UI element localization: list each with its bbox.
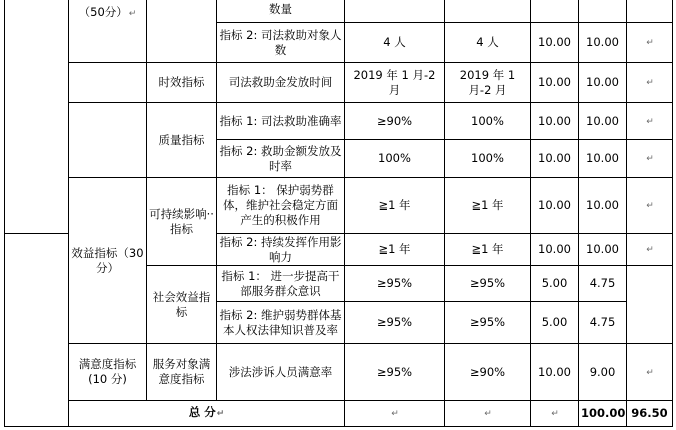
actual-value: 100% [471,151,504,165]
blank-cell [69,103,147,178]
target-cell [345,0,445,23]
total-weight: 100.00 [581,406,626,420]
category-cell-satisfaction [69,344,147,401]
total-score: 96.50 [631,406,668,420]
indicator-label-cell [217,103,345,140]
indicator-label: 指标 2: 维护弱势群体基本人权法律知识普及率 [219,307,342,337]
pilcrow-mark: ↵ [646,78,654,88]
pilcrow-mark: ↵ [646,154,654,164]
weight-cell [531,266,579,302]
target-value: ≧1 年 [378,198,411,212]
subcategory-cell-quality [147,103,217,178]
subcategory-label: 质量指标 [158,132,205,147]
weight-cell [531,344,579,401]
target-value: 2019 年 1 月-2 月 [353,67,436,97]
weight-cell [531,178,579,234]
weight-cell [531,302,579,344]
subcategory-label: 社会效益指标 [152,289,211,319]
target-value: ≧1 年 [378,242,411,256]
actual-value: ≥95% [469,276,506,290]
indicator-label-cell [217,344,345,401]
actual-value: ≧1 年 [471,242,504,256]
remark-cell [627,63,673,103]
indicator-label-cell [217,302,345,344]
target-value: 4 人 [383,35,406,49]
indicator-label-cell [217,140,345,178]
category-cell-output [69,0,147,63]
score-value: 10.00 [586,113,619,128]
subcategory-label: 时效指标 [158,75,205,89]
indicator-label-cell [217,0,345,23]
indicator-label: 指标 1： 进一步提高干部服务群众意识 [221,268,340,298]
target-cell [345,103,445,140]
actual-value: ≥95% [469,315,506,329]
weight-value: 10.00 [538,242,571,256]
score-value: 10.00 [586,35,619,49]
indicator-label-cell [217,23,345,63]
pilcrow-mark: ↵ [551,409,559,419]
weight-cell [531,140,579,178]
pilcrow-mark: ↵ [646,38,654,48]
score-cell [579,178,627,234]
score-cell [579,0,627,23]
actual-cell [445,266,531,302]
indicator-label: 指标 1： 保护弱势群体，维护社会稳定方面产生的积极作用 [223,183,338,227]
weight-value: 10.00 [538,35,571,49]
pilcrow-mark: ↵ [484,409,492,419]
actual-cell [445,103,531,140]
target-cell [345,266,445,302]
score-value: 10.00 [586,151,619,165]
indicator-label: 指标 2: 持续发挥作用影响力 [219,234,342,264]
score-value: 10.00 [586,198,619,212]
target-value: ≥90% [376,113,413,128]
actual-cell [445,302,531,344]
score-cell [579,63,627,103]
table-row [5,63,673,103]
indicator-label-cell [217,178,345,234]
score-value: 10.00 [586,242,619,256]
remark-cell [627,23,673,63]
actual-cell [445,63,531,103]
pilcrow-mark: ↵ [646,367,654,378]
table-row [5,344,673,401]
indicator-label: 涉法涉诉人员满意率 [228,364,333,379]
remark-cell [627,234,673,266]
table-row [5,0,673,23]
weight-value: 10.00 [538,151,571,165]
total-row [5,401,673,427]
score-cell [579,234,627,266]
target-cell [345,234,445,266]
indicator-label-cell [217,63,345,103]
score-cell [579,344,627,401]
indicator-label: 司法救助金发放时间 [228,75,333,89]
target-value: ≥95% [376,276,413,290]
target-cell [345,23,445,63]
weight-cell [531,23,579,63]
category-cell-benefit [69,178,147,344]
actual-cell [445,23,531,63]
weight-value: 5.00 [541,276,568,290]
weight-cell [531,63,579,103]
target-cell [345,140,445,178]
weight-cell [531,234,579,266]
actual-value: 2019 年 1 月-2 月 [459,67,516,97]
subcategory-label: 可持续影响··指标 [149,206,214,236]
actual-value: 100% [471,113,504,128]
total-label: 总 分 [188,405,216,419]
blank-cell [445,401,531,427]
performance-evaluation-table [4,0,673,427]
actual-cell [445,140,531,178]
score-cell [579,140,627,178]
pilcrow-mark: ↵ [391,409,399,419]
indicator-label-cell [217,266,345,302]
blank-left-cell [5,234,69,427]
subcategory-cell-quantity [147,0,217,63]
remark-cell [627,0,673,23]
score-cell [579,266,627,302]
blank-left-cell [5,0,69,234]
score-value: 9.00 [589,364,616,379]
subcategory-label: 服务对象满意度指标 [152,357,211,386]
weight-value: 10.00 [538,75,571,89]
score-cell [579,23,627,63]
actual-value: 4 人 [476,35,499,49]
table-row [5,103,673,140]
actual-value: ≧1 年 [471,198,504,212]
pilcrow-mark: ↵ [128,9,137,19]
indicator-label-cell [217,234,345,266]
subcategory-cell-satisfaction [147,344,217,401]
remark-cell [627,344,673,401]
pilcrow-mark: ↵ [646,201,654,211]
score-cell [579,103,627,140]
remark-cell [627,103,673,140]
score-value: 10.00 [586,75,619,89]
blank-cell [345,401,445,427]
remark-cell [627,266,673,344]
total-weight-cell [579,401,627,427]
indicator-label: 指标 2: 救助金额发放及时率 [219,143,342,173]
weight-cell [531,0,579,23]
indicator-label: 指标 2: 司法救助对象人数 [219,27,342,57]
target-cell [345,63,445,103]
score-value: 4.75 [589,315,616,329]
weight-value: 10.00 [538,113,571,128]
score-cell [579,302,627,344]
actual-value: ≥90% [469,364,506,379]
table-row [5,178,673,234]
subcategory-cell-sustain [147,178,217,266]
subcategory-cell-social [147,266,217,344]
indicator-label: 数量 [269,2,292,16]
total-label-cell [69,401,345,427]
target-value: 100% [378,151,411,165]
actual-cell [445,178,531,234]
actual-cell [445,0,531,23]
category-label-output: （50分） [78,5,128,19]
weight-value: 5.00 [541,315,568,329]
target-value: ≥95% [376,364,413,379]
target-cell [345,344,445,401]
target-cell [345,302,445,344]
remark-cell [627,140,673,178]
pilcrow-mark: ↵ [646,116,654,127]
pilcrow-mark: ↵ [216,409,225,419]
blank-cell [69,63,147,103]
target-value: ≥95% [376,315,413,329]
total-score-cell [627,401,673,427]
indicator-label: 指标 1: 司法救助准确率 [219,113,342,128]
category-label-benefit: 效益指标（30 分） [71,245,144,275]
target-cell [345,178,445,234]
weight-value: 10.00 [538,198,571,212]
score-value: 4.75 [589,276,616,290]
blank-cell [531,401,579,427]
actual-cell [445,344,531,401]
remark-cell [627,178,673,234]
weight-value: 10.00 [538,364,571,379]
actual-cell [445,234,531,266]
weight-cell [531,103,579,140]
category-label-satisfaction: 满意度指标(10 分) [78,357,137,386]
subcategory-cell-timeliness [147,63,217,103]
pilcrow-mark: ↵ [646,245,654,255]
